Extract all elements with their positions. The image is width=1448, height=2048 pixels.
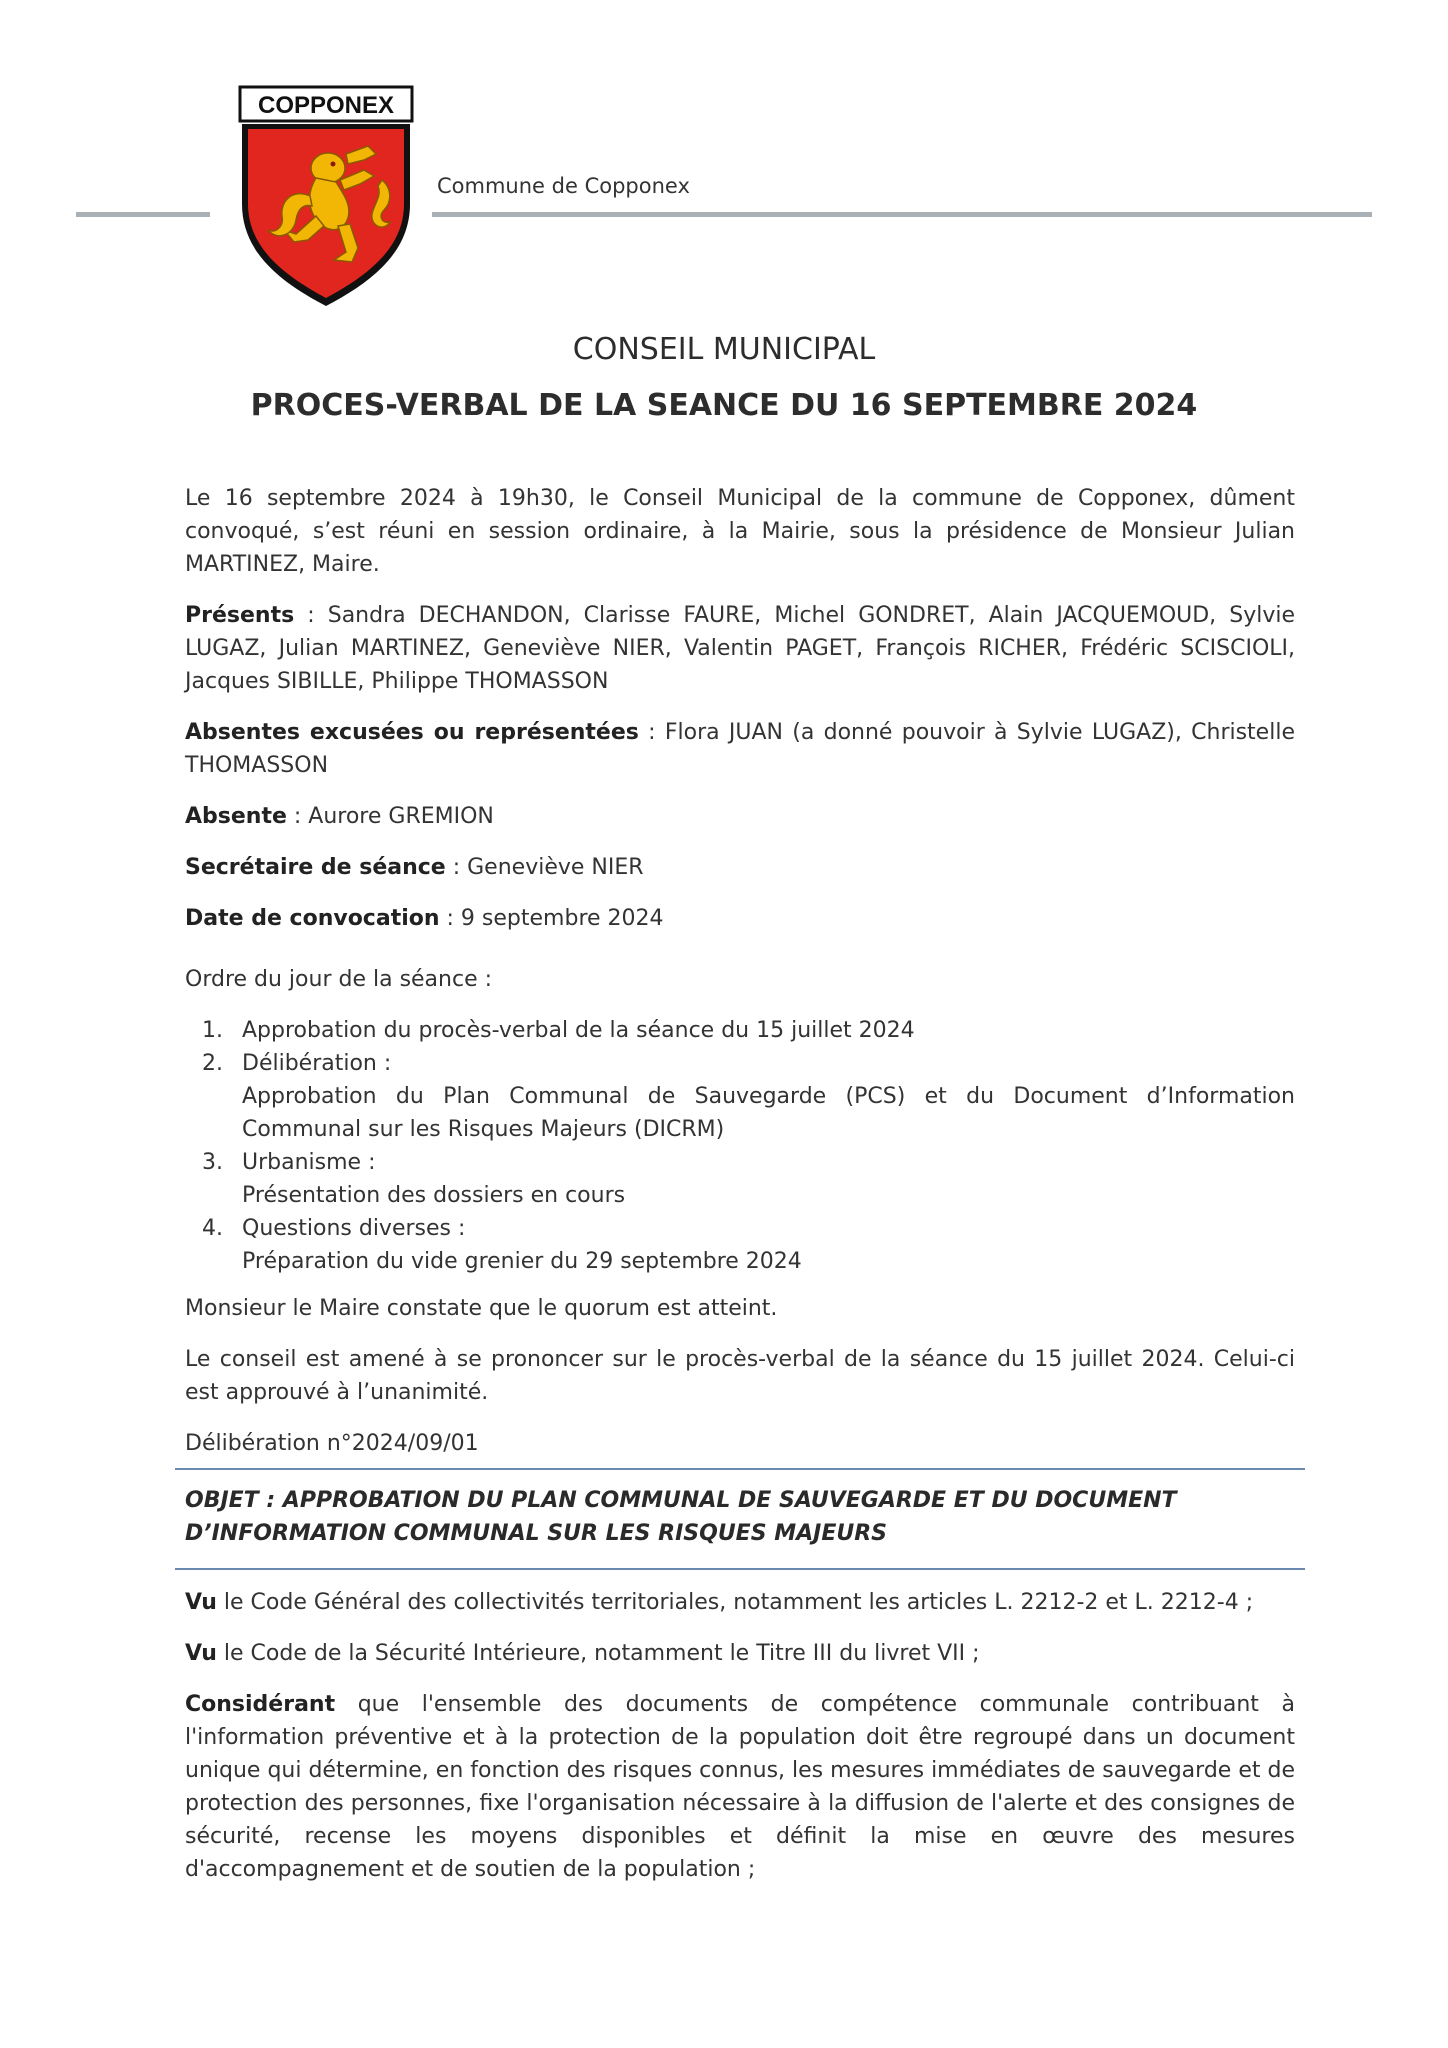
agenda-item-title: Urbanisme : <box>242 1150 376 1175</box>
objet-heading: OBJET : APPROBATION DU PLAN COMMUNAL DE SAUVEGARDE ET DU DOCUMENT D’INFORMATION COMMUNAL SUR LES RISQUES MAJEURS <box>185 1488 1177 1546</box>
divider-bottom <box>175 1568 1305 1570</box>
secretaire-paragraph <box>185 851 1295 884</box>
secretaire-name: : Geneviève NIER <box>445 855 644 880</box>
presents-label: Présents <box>185 603 295 628</box>
considerant-label: Considérant <box>185 1692 336 1717</box>
agenda-item-title: Questions diverses : <box>242 1216 466 1241</box>
vu-text: le Code Général des collectivités territoriales, notamment les articles L. 2212-2 et L. 2212-4 ; <box>216 1590 1254 1615</box>
agenda-item-title: Délibération : <box>242 1051 392 1076</box>
agenda-list <box>185 1014 1295 1278</box>
crest-label: COPPONEX <box>257 92 395 119</box>
considerant-text: que l'ensemble des documents de compétence communale contribuant à l'information préventive et à la protection de la population doit être regroupé dans un document unique qui détermine, en fonction des risques connus, les mesures immédiates de sauvegarde et de protection des personnes, fixe l'organisation nécessaire à la diffusion de l'alerte et des consignes de sécurité, recense les moyens disponibles et définit la mise en œuvre des mesures d'accompagnement et de soutien de la population ; <box>185 1692 1295 1882</box>
quorum-paragraph: Monsieur le Maire constate que le quorum est atteint. <box>185 1296 778 1321</box>
intro-paragraph: Le 16 septembre 2024 à 19h30, le Conseil Municipal de la commune de Copponex, dûment convoqué, s’est réuni en session ordinaire, à la Mairie, sous la présidence de Monsieur Julian MARTINEZ, Maire. <box>185 486 1295 577</box>
vu-paragraph-1 <box>185 1586 1295 1619</box>
excusees-list: : Flora JUAN (a donné pouvoir à Sylvie LUGAZ), Christelle THOMASSON <box>185 720 1295 778</box>
divider-top <box>175 1468 1305 1470</box>
copponex-shield-logo <box>236 84 416 310</box>
absente-name: : Aurore GREMION <box>286 804 494 829</box>
agenda-item-detail: Présentation des dossiers en cours <box>242 1183 626 1208</box>
agenda-heading: Ordre du jour de la séance : <box>185 967 493 992</box>
commune-name: Commune de Copponex <box>437 174 690 198</box>
convocation-date: : 9 septembre 2024 <box>439 906 664 931</box>
approval-paragraph: Le conseil est amené à se prononcer sur le procès-verbal de la séance du 15 juillet 2024. Celui-ci est approuvé à l’unanimité. <box>185 1347 1295 1405</box>
presents-paragraph <box>185 599 1295 698</box>
convocation-label: Date de convocation <box>185 906 440 931</box>
header-rule-right <box>432 212 1372 217</box>
excusees-paragraph <box>185 716 1295 782</box>
secretaire-label: Secrétaire de séance <box>185 855 446 880</box>
excusees-label: Absentes excusées ou représentées <box>185 720 639 745</box>
agenda-item-detail: Approbation du Plan Communal de Sauvegarde (PCS) et du Document d’Information Communal sur les Risques Majeurs (DICRM) <box>242 1084 1295 1142</box>
convocation-paragraph <box>185 902 1295 935</box>
considerant-paragraph <box>185 1688 1295 1886</box>
deliberation-number: Délibération n°2024/09/01 <box>185 1431 479 1456</box>
agenda-item-detail: Préparation du vide grenier du 29 septembre 2024 <box>242 1249 802 1274</box>
agenda-item <box>230 1146 1295 1212</box>
presents-list: : Sandra DECHANDON, Clarisse FAURE, Michel GONDRET, Alain JACQUEMOUD, Sylvie LUGAZ, Julian MARTINEZ, Geneviève NIER, Valentin PAGET, François RICHER, Frédéric SCISCIOLI, Jacques SIBILLE, Philippe THOMASSON <box>185 603 1295 694</box>
vu-text: le Code de la Sécurité Intérieure, notamment le Titre III du livret VII ; <box>216 1641 980 1666</box>
absente-label: Absente <box>185 804 287 829</box>
agenda-item-title: Approbation du procès-verbal de la séance du 15 juillet 2024 <box>242 1018 915 1043</box>
commune-crest <box>236 84 416 310</box>
agenda-item <box>230 1212 1295 1278</box>
agenda-item <box>230 1047 1295 1146</box>
document-subtitle: PROCES-VERBAL DE LA SEANCE DU 16 SEPTEMBRE 2024 <box>250 388 1198 423</box>
vu-paragraph-2 <box>185 1637 1295 1670</box>
vu-label: Vu <box>185 1641 217 1666</box>
document-title: CONSEIL MUNICIPAL <box>572 332 876 367</box>
agenda-item <box>230 1014 1295 1047</box>
absente-paragraph <box>185 800 1295 833</box>
vu-label: Vu <box>185 1590 217 1615</box>
header-rule-left <box>76 212 210 217</box>
document-body <box>185 482 1295 1904</box>
